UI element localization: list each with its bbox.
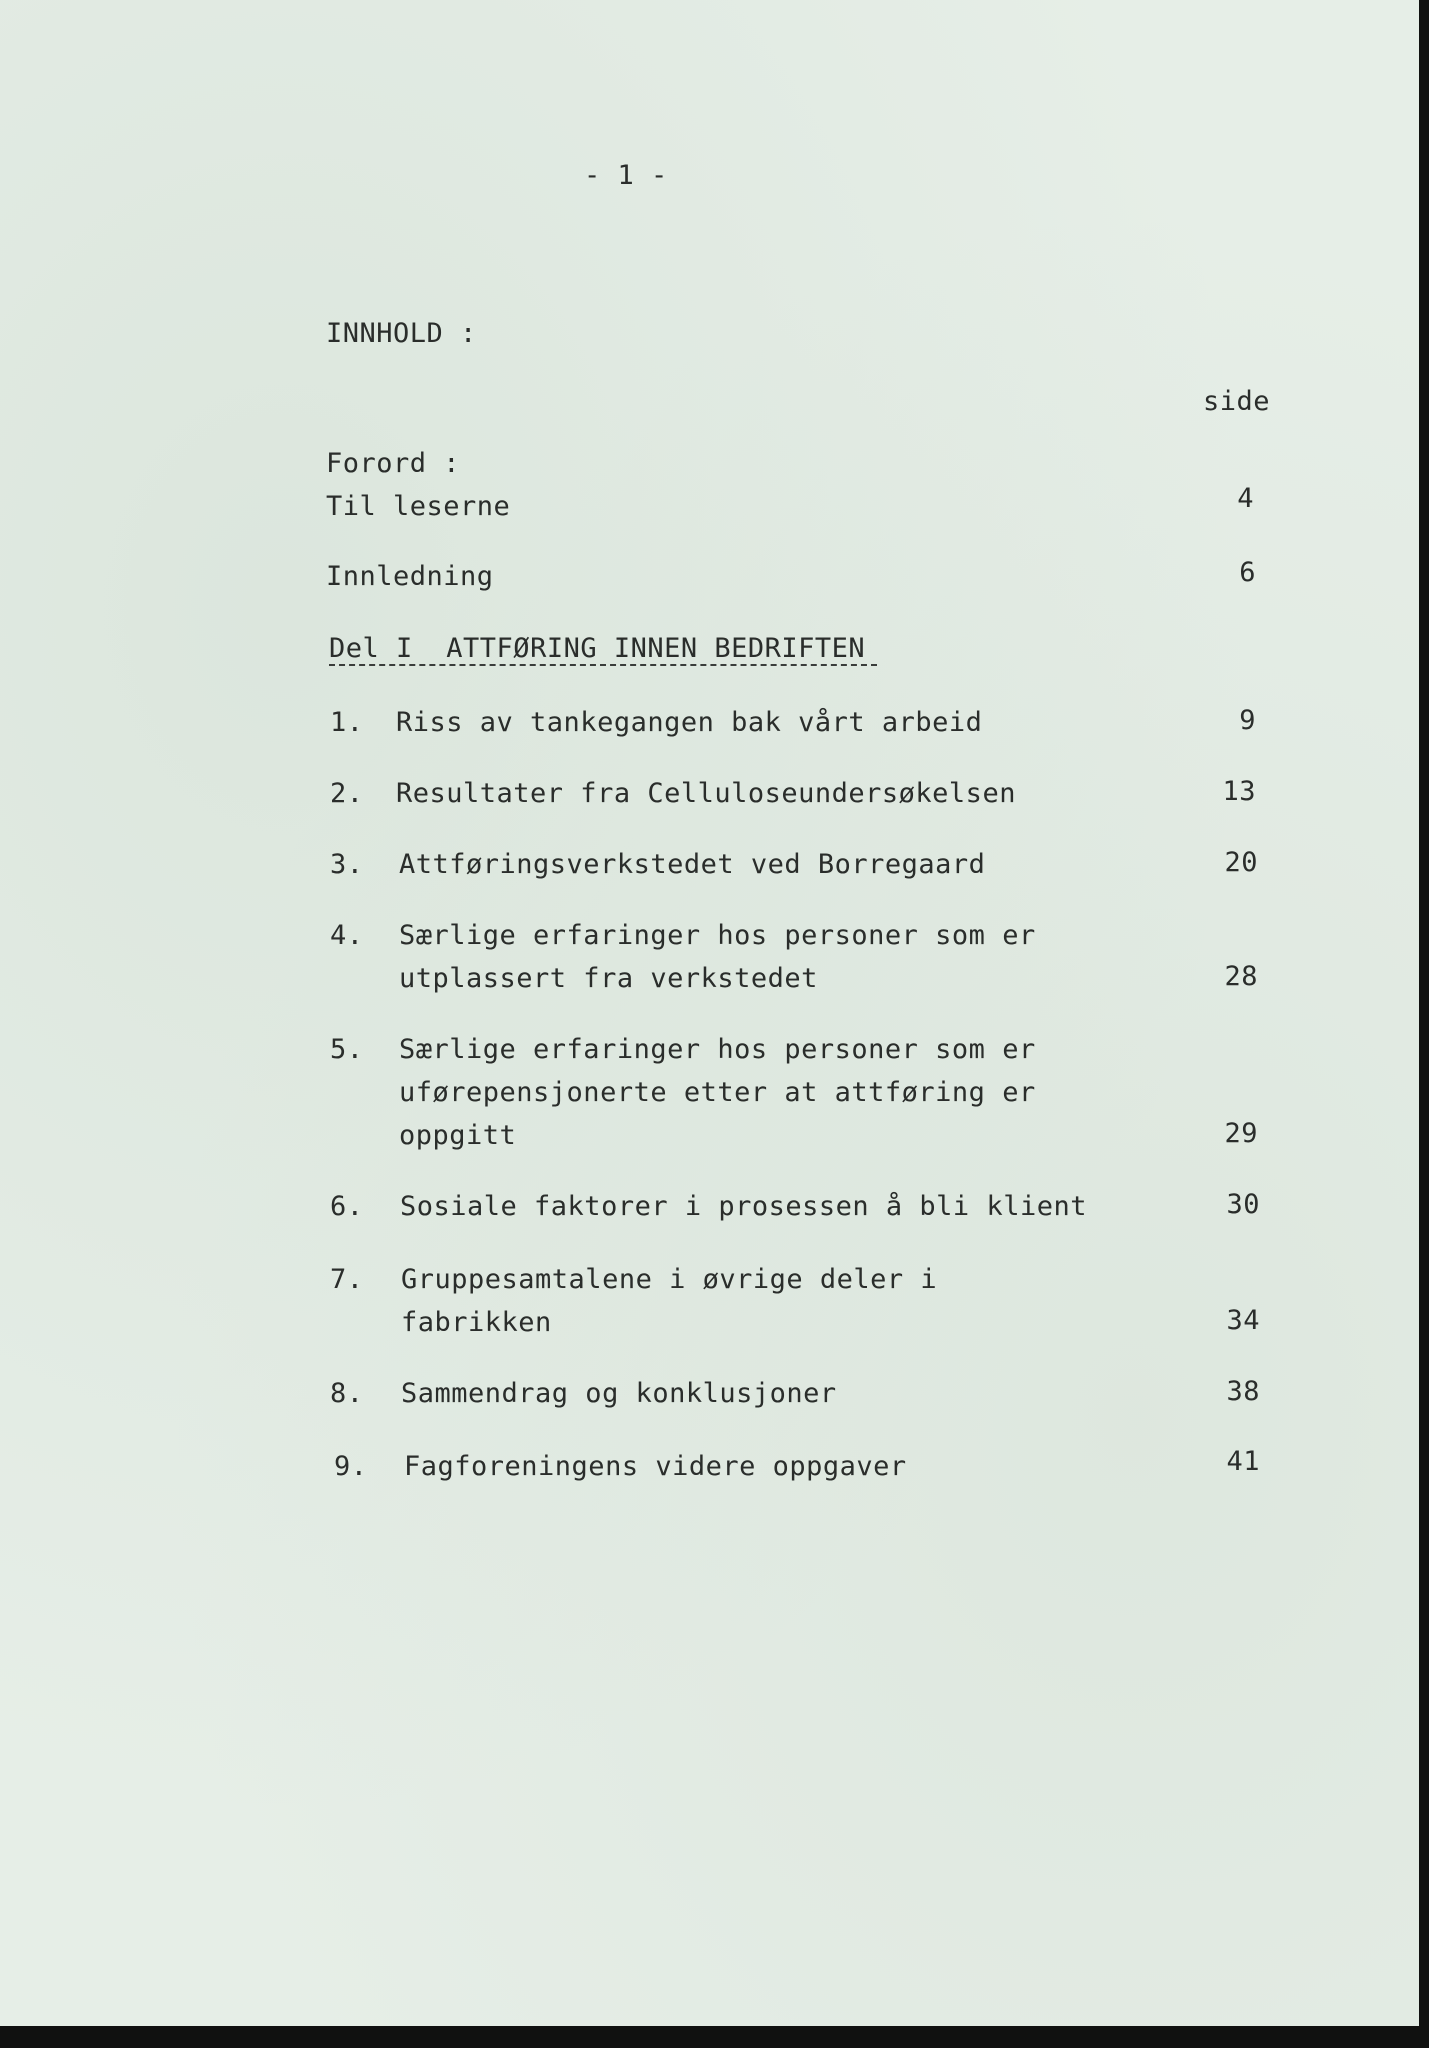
- toc-item-page: 13: [1222, 776, 1256, 807]
- toc-item-title: Riss av tankegangen bak vårt arbeid: [396, 707, 983, 738]
- toc-item-number: 9.: [334, 1451, 368, 1482]
- page-column-label: side: [1202, 386, 1270, 417]
- toc-item-number: 6.: [330, 1191, 364, 1222]
- toc-item-number: 8.: [330, 1378, 364, 1409]
- toc-item-title: Særlige erfaringer hos personer som er: [399, 1034, 1036, 1065]
- toc-item-title: Attføringsverkstedet ved Borregaard: [399, 849, 986, 880]
- foreword-label: Forord :: [326, 448, 461, 479]
- toc-item-page: 28: [1224, 961, 1258, 992]
- intro-label: Innledning: [326, 561, 494, 592]
- toc-item-title: Gruppesamtalene i øvrige deler i: [401, 1264, 938, 1295]
- toc-item-page: 9: [1239, 705, 1256, 736]
- toc-item-page: 20: [1224, 847, 1258, 878]
- foreword-item: Til leserne: [326, 491, 511, 522]
- toc-item-page: 34: [1226, 1305, 1260, 1336]
- toc-item-title: fabrikken: [401, 1307, 552, 1338]
- toc-item-title: Resultater fra Celluloseundersøkelsen: [396, 778, 1016, 809]
- toc-item-title: Sammendrag og konklusjoner: [401, 1378, 837, 1409]
- toc-item-page: 38: [1226, 1376, 1260, 1407]
- toc-item-title: Sosiale faktorer i prosessen å bli klient: [400, 1191, 1087, 1222]
- toc-item-number: 7.: [330, 1264, 364, 1295]
- toc-item-page: 30: [1226, 1189, 1260, 1220]
- foreword-page: 4: [1237, 483, 1254, 514]
- part-heading: Del I ATTFØRING INNEN BEDRIFTEN: [329, 633, 866, 664]
- part-heading-underline: [329, 664, 877, 666]
- toc-item-title: Særlige erfaringer hos personer som er: [399, 920, 1036, 951]
- toc-item-number: 1.: [330, 707, 364, 738]
- toc-item-title: uførepensjonerte etter at attføring er: [399, 1077, 1036, 1108]
- toc-item-title: Fagforeningens videre oppgaver: [404, 1451, 907, 1482]
- intro-page: 6: [1239, 557, 1256, 588]
- contents-heading: INNHOLD :: [326, 318, 477, 349]
- toc-item-number: 3.: [330, 849, 364, 880]
- toc-item-title: oppgitt: [399, 1120, 517, 1151]
- page-number: - 1 -: [584, 160, 668, 191]
- toc-item-page: 29: [1224, 1118, 1258, 1149]
- toc-item-number: 4.: [330, 920, 364, 951]
- toc-item-number: 5.: [330, 1034, 364, 1065]
- toc-item-page: 41: [1226, 1446, 1260, 1477]
- toc-item-number: 2.: [330, 778, 364, 809]
- toc-item-title: utplassert fra verkstedet: [399, 963, 818, 994]
